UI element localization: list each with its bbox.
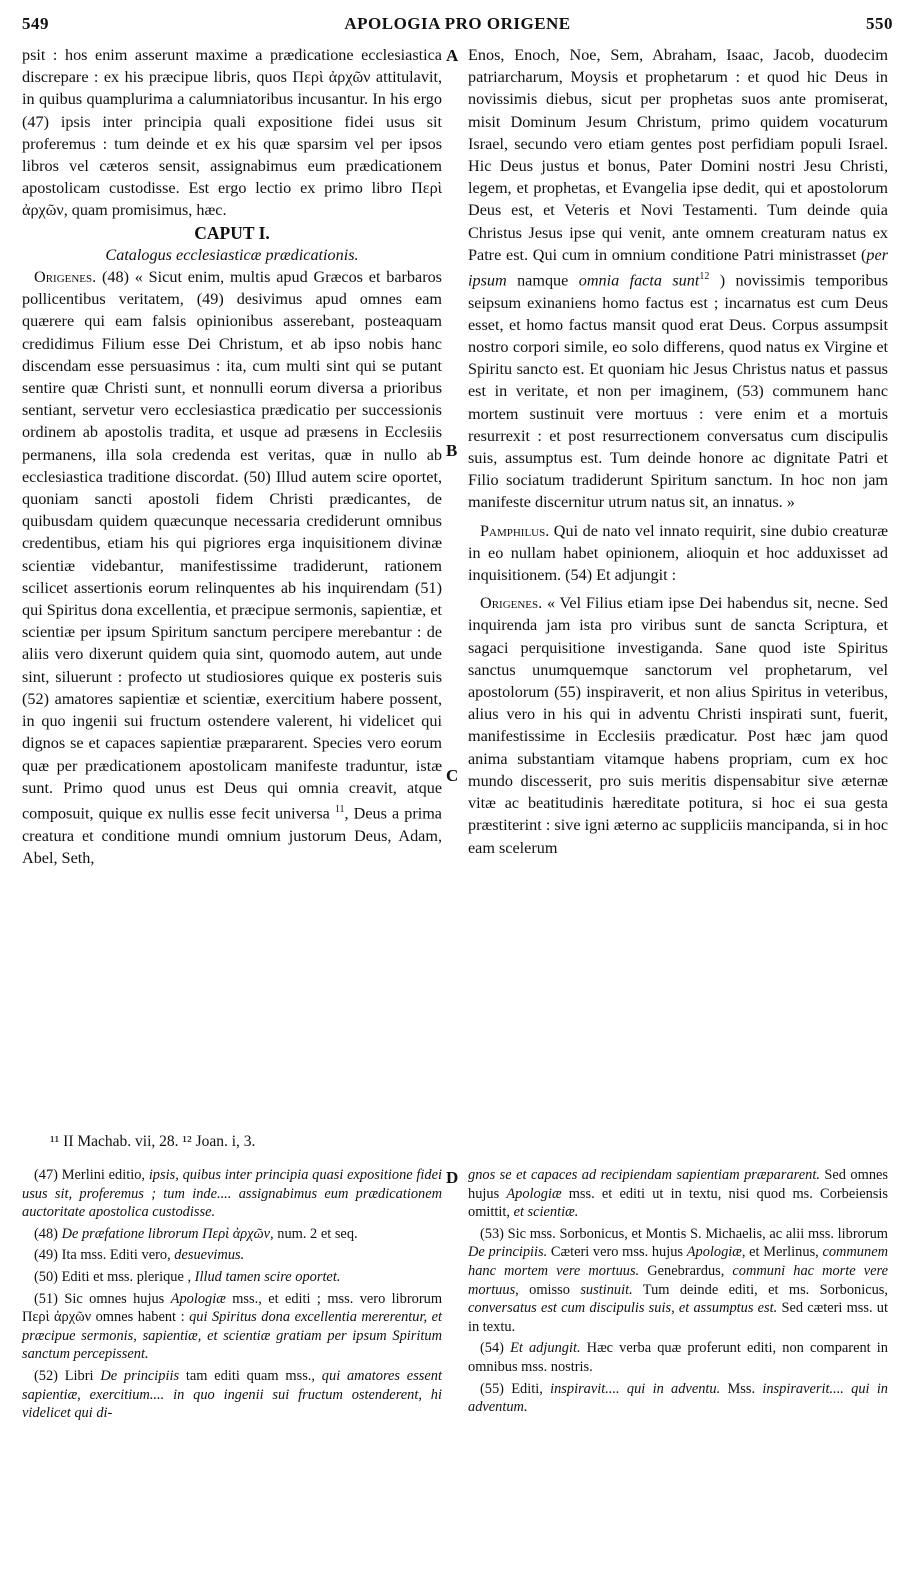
footnote-text: (54) — [480, 1340, 511, 1357]
footnote-italic: inspiravit.... qui in adventu. — [550, 1380, 721, 1397]
footnote-text: (49) Ita mss. Editi vero, — [34, 1247, 175, 1264]
footnote-text: (55) Editi, — [480, 1380, 551, 1397]
footnote-text: num. 2 et seq. — [273, 1225, 358, 1242]
paragraph-origenes-1 — [22, 266, 442, 869]
footnote-text: (51) Sic omnes hujus — [34, 1290, 171, 1307]
footnote-text: (52) Libri — [34, 1367, 101, 1384]
italic-phrase: omnia facta sunt — [578, 271, 700, 290]
footnote-text: , et Merlinus, — [741, 1244, 823, 1261]
footnote-53 — [468, 1225, 888, 1337]
footnote-italic: Et adjungit. — [510, 1340, 581, 1357]
footnote-italic: qui Spiritus dona excellentia mererentur, et præcipue sermonis, sapientiæ, et scientiæ gratiam per ipsum Spiritum sanctum percepissent. — [22, 1309, 442, 1363]
footnotes-right — [468, 1166, 888, 1420]
paragraph-continuation — [468, 44, 888, 514]
paragraph-intro: psit : hos enim asserunt maxime a prædicatione ecclesiastica discrepare : ex his præcipue libris, quos Περὶ ἀρχῶν attitulavit, in quibus quamplurima a calumniatoribus incusantur. In his ergo (47) ipsis inter principia quali expositione fidei usus sit proferemus : tum deinde et ex his quæ sparsim vel per ipsos libros vel cæteros sensit, assignabimus eum prædicationem apostolicam custodisse. Est ergo lectio ex primo libro Περὶ ἀρχῶν, quam promisimus, hæc. — [22, 46, 442, 220]
speaker-label: Origenes. — [480, 594, 543, 613]
footnote-ref: 11 — [334, 803, 345, 815]
page-number-left: 549 — [22, 14, 49, 33]
footnote-italic: gnos se et capaces ad recipiendam sapientiam præpararent. — [468, 1167, 820, 1183]
footnote-text: Hæc verba quæ proferunt editi, non comparent in omnibus mss. nostris. — [468, 1340, 888, 1375]
footnote-italic: desuevimus. — [174, 1247, 245, 1264]
paragraph-text: (48) « Sicut enim, multis apud Græcos et barbaros pollicentibus veritatem, (49) desivimus apud omnes eam quærere qui eam falsis opinionibus asserebant, posteaquam credidimus Filium esse Dei Christum, et ab ipso nobis hanc discendam esse persuasimus : ita, cum multi sint qui se putant sentire quæ Christi sunt, et nonnulli eorum diversa a prioribus sentiant, servetur vero ecclesiastica prædicatio per successionis ordinem ab apostolis tradita, et usque ad præsens in Ecclesiis permanens, illa sola credenda est veritas, quæ in nullo ab ecclesiastica traditione discordat. (50) Illud autem scire oportet, quoniam sancti apostoli fidem Christi prædicantes, de quibusdam quidem quæcunque necessaria crediderunt omnibus credentibus, etiam his qui pigriores erga inquisitionem divinæ scientiæ videbantur, manifestissime tradiderunt, rationem scilicet assertionis eorum relinquentes ab his inquirendam (51) qui Spiritus dona excellentia, et præcipue sermonis, sapientiæ, et scientiæ per ipsum Spiritum sanctum percipere merebantur : de aliis vero dixerunt quidem quia sint, quomodo autem, aut unde sint, siluerunt : profecto ut studiosiores quique ex posteris suis (52) amatores sapientiæ et scientiæ, exercitium habere possent, in quo ingenii sui fructum ostendere valerent, hi videlicet qui dignos se et capaces sapientiæ præpararent. Species vero eorum quæ per prædicationem apostolicam manifeste traduntur, istæ sunt. Primo quod unus est Deus qui omnia creavit, atque composuit, quique ex nullis esse fecit universa — [22, 268, 442, 823]
footnote-48 — [22, 1225, 442, 1244]
footnote-italic: qui amatores essent sapientiæ, exercitium.... in quo ingenii sui fructum ostenderent, hi videlicet qui di- — [22, 1367, 442, 1422]
chapter-title: CAPUT I. — [194, 222, 270, 243]
scripture-references: ¹¹ II Machab. vii, 28. ¹² Joan. i, 3. — [50, 1133, 256, 1150]
running-header — [22, 14, 893, 36]
footnote-text: mss., et editi ; mss. vero librorum Περὶ ἀρχῶν omnes habent : — [22, 1290, 443, 1326]
footnote-italic: communi hac morte vere mortuus, — [468, 1262, 888, 1298]
footnote-text: Sed cæteri mss. ut in textu. — [468, 1300, 888, 1335]
footnote-italic: De præfatione librorum Περὶ ἀρχῶν, — [61, 1225, 274, 1242]
footnotes-left — [22, 1166, 442, 1426]
footnote-54 — [468, 1339, 888, 1376]
footnote-italic: Illud tamen scire oportet. — [194, 1268, 341, 1285]
footnote-text: (48) — [34, 1225, 62, 1242]
running-title: APOLOGIA PRO ORIGENE — [344, 14, 571, 33]
footnote-italic: et scientiæ. — [513, 1204, 579, 1221]
footnote-italic: De principiis. — [468, 1244, 548, 1261]
section-marker-c: C — [446, 766, 459, 785]
footnote-text: Mss. — [720, 1380, 763, 1397]
chapter-subtitle: Catalogus ecclesiasticæ prædicationis. — [105, 245, 359, 264]
paragraph-pamphilus — [468, 520, 888, 587]
footnote-italic: inspiraverit.... qui in adventum. — [468, 1380, 889, 1416]
footnote-49 — [22, 1246, 442, 1265]
left-column — [22, 44, 442, 869]
paragraph-text: Enos, Enoch, Noe, Sem, Abraham, Isaac, Jacob, duodecim patriarcharum, Moysis et prophetarum : et quod hic Deus in novissimis diebus, sicut per prophetas suos ante promiserat, misit Dominum Jesum Christum, primo quidem vocaturum Israel, secundo vero etiam gentes post perfidiam populi Israel. Hic Deus justus et bonus, Pater Domini nostri Jesu Christi, legem, et prophetas, et Evangelia ipse dedit, qui et apostolorum Deus est, et Veteris et Novi Testamenti. Tum deinde quia Christus Jesus ipse qui venit, ante omnem creaturam natus ex Patre est. Qui cum in omnium conditione Patri ministrasset ( — [468, 46, 888, 264]
footnote-52 — [22, 1367, 442, 1423]
footnote-text: tam editi quam mss., — [179, 1367, 322, 1384]
section-marker-d: D — [446, 1168, 459, 1187]
footnote-italic: communem hanc mortem vere mortuus. — [468, 1244, 888, 1279]
section-marker-a: A — [446, 46, 459, 65]
paragraph-text: Qui de nato vel innato requirit, sine dubio creaturæ in eo nullam habet opinionem, alioquin et hoc adduxisset ad inquisitionem. (54) Et adjungit : — [468, 521, 888, 585]
paragraph-text-end: , Deus a prima creatura et conditione mundi omnium justorum Deus, Adam, Abel, Seth, — [22, 804, 442, 867]
footnote-55 — [468, 1380, 888, 1417]
paragraph-text: ) novissimis temporibus seipsum exinaniens homo factus est ; incarnatus est cum Deus esset, et homo factus mansit quod erat Deus. Corpus assumpsit nostro corpori simile, eo solo differens, quod natus ex Virgine et Spiritu sancto est. Et quoniam hic Jesus Christus natus et passus est in veritate, et non per imaginem, (53) communem hanc mortem sustinuit vere mortuus : vere enim et a mortuis resurrexit : et post resurrectionem conversatus cum discipulis suis, assumptus est. Tum deinde honore ac dignitate Patri et Filio sociatum tradiderunt Spiritum sanctum. In hoc non jam manifeste discernitur utrum natus sit, an innatus. » — [468, 271, 888, 512]
paragraph-text: « Vel Filius etiam ipse Dei habendus sit, necne. Sed inquirenda jam ista pro viribus sunt de sancta Scriptura, et sagaci perquisitione investiganda. Sane quod iste Spiritus sanctus unumquemque sanctorum vel prophetarum, vel apostolorum (55) inspiraverit, et non alius Spiritus in veteribus, alius vero in his qui in adventu Christi inspirati sunt, fuerit, manifestissime in Ecclesiis prædicatur. Post hæc jam quod anima substantiam vitamque habens propriam, cum ex hoc mundo discesserit, pro suis meritis dispensabitur sive æternæ vitæ ac beatitudinis hæreditate potitura, si hoc ei sua gesta præstiterint : sive igni æterno ac suppliciis mancipanda, si in hoc eam scelerum — [468, 594, 888, 857]
footnote-text: mss. et editi ut in textu, nisi quod ms. Corbeiensis omittit, — [468, 1185, 888, 1221]
footnote-50 — [22, 1268, 442, 1287]
footnote-51 — [22, 1290, 442, 1364]
right-column — [468, 44, 888, 859]
footnote-text: (47) Merlini editio, — [34, 1167, 149, 1183]
paragraph-origenes-2 — [468, 592, 888, 858]
footnote-text: omisso — [518, 1281, 581, 1298]
footnote-47 — [22, 1166, 442, 1222]
footnote-text: (53) Sic mss. Sorbonicus, et Montis S. Michaelis, ac alii mss. librorum — [480, 1225, 888, 1242]
footnote-italic: sustinuit. — [580, 1281, 633, 1298]
speaker-label: Origenes. — [34, 268, 97, 287]
footnote-italic: Apologiæ — [686, 1244, 742, 1261]
footnote-ref: 12 — [699, 271, 710, 283]
section-marker-b: B — [446, 441, 458, 460]
footnote-text: Genebrardus, — [639, 1262, 733, 1279]
footnote-text: (50) Editi et mss. plerique , — [34, 1268, 195, 1285]
speaker-label: Pamphilus. — [480, 521, 550, 540]
footnote-italic: De principiis — [100, 1367, 180, 1384]
paragraph-text: namque — [506, 271, 579, 290]
footnote-text: Sed omnes hujus — [468, 1167, 889, 1202]
italic-phrase: per ipsum — [468, 245, 888, 290]
footnote-italic: conversatus est cum discipulis suis, et assumptus est. — [468, 1300, 778, 1317]
footnote-italic: Apologiæ — [506, 1185, 562, 1202]
footnote-italic: ipsis, quibus inter principia quasi expositione fidei usus sit, proferemus ; tum inde.... assignabimus eum prædicationem auctoritate apostolica custodisse. — [22, 1167, 442, 1221]
footnote-52-continued — [468, 1166, 888, 1222]
page-number-right: 550 — [866, 14, 893, 33]
footnote-text: Tum deinde editi, et ms. Sorbonicus, — [632, 1281, 888, 1298]
footnote-italic: Apologiæ — [170, 1290, 226, 1307]
footnote-text: Cæteri vero mss. hujus — [547, 1244, 687, 1261]
